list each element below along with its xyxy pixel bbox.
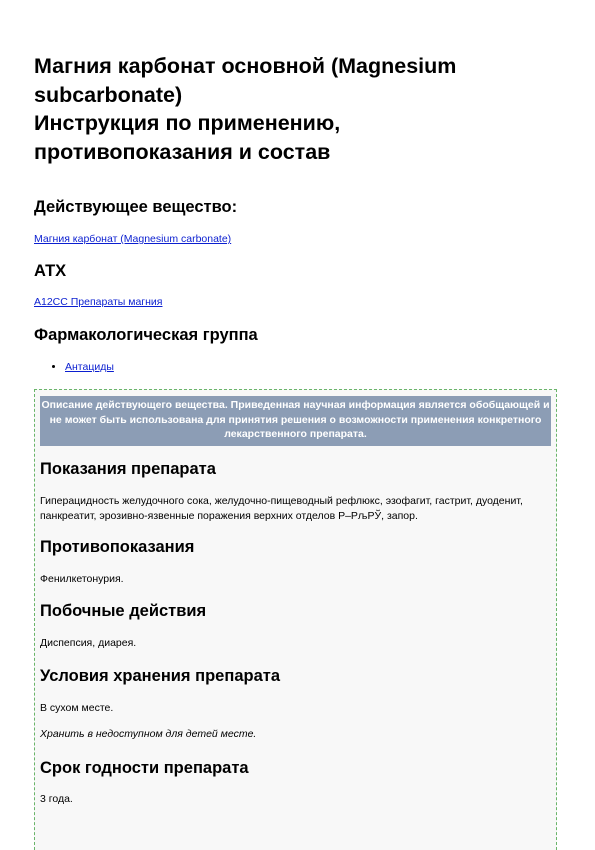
storage-note: Хранить в недоступном для детей месте. (40, 728, 257, 740)
shelf-life-heading: Срок годности препарата (40, 759, 249, 777)
atx-link[interactable]: A12CC Препараты магния (34, 296, 163, 308)
side-effects-heading: Побочные действия (40, 602, 207, 620)
contraindications-text: Фенилкетонурия. (40, 573, 124, 585)
title-line-2: subcarbonate) (34, 82, 183, 107)
indications-text: Гиперацидность желудочного сока, желудочно-пищеводный рефлюкс, эзофагит, гастрит, дуоденит, панкреатит, эрозивно-язвенные поражения верхних отделов Р–РљРЎ, запор. (40, 495, 523, 522)
title-line-1: Магния карбонат основной (Magnesium (34, 54, 457, 78)
disclaimer-notice: Описание действующего вещества. Приведенная научная информация является обобщающей и не может быть использована для принятия решения о возможности применения конкретного лекарственного препарата. (40, 396, 551, 446)
pharm-group-list (34, 360, 114, 374)
title-line-4: противопоказания и состав (34, 139, 331, 164)
indications-heading: Показания препарата (40, 460, 216, 478)
contraindications-heading: Противопоказания (40, 538, 195, 556)
atx-heading: АТХ (34, 262, 67, 280)
storage-heading: Условия хранения препарата (40, 667, 281, 685)
active-substance-heading: Действующее вещество: (34, 198, 238, 216)
active-substance-link[interactable]: Магния карбонат (Magnesium carbonate) (34, 233, 232, 245)
title-line-3: Инструкция по применению, (34, 111, 341, 135)
side-effects-text: Диспепсия, диарея. (40, 637, 137, 649)
list-item (65, 360, 114, 374)
description-box (34, 389, 557, 850)
pharm-group-link[interactable]: Антациды (65, 361, 114, 373)
storage-text: В сухом месте. (40, 702, 114, 714)
pharm-group-heading: Фармакологическая группа (34, 326, 258, 344)
page-title (34, 52, 559, 166)
shelf-life-text: 3 года. (40, 793, 73, 805)
